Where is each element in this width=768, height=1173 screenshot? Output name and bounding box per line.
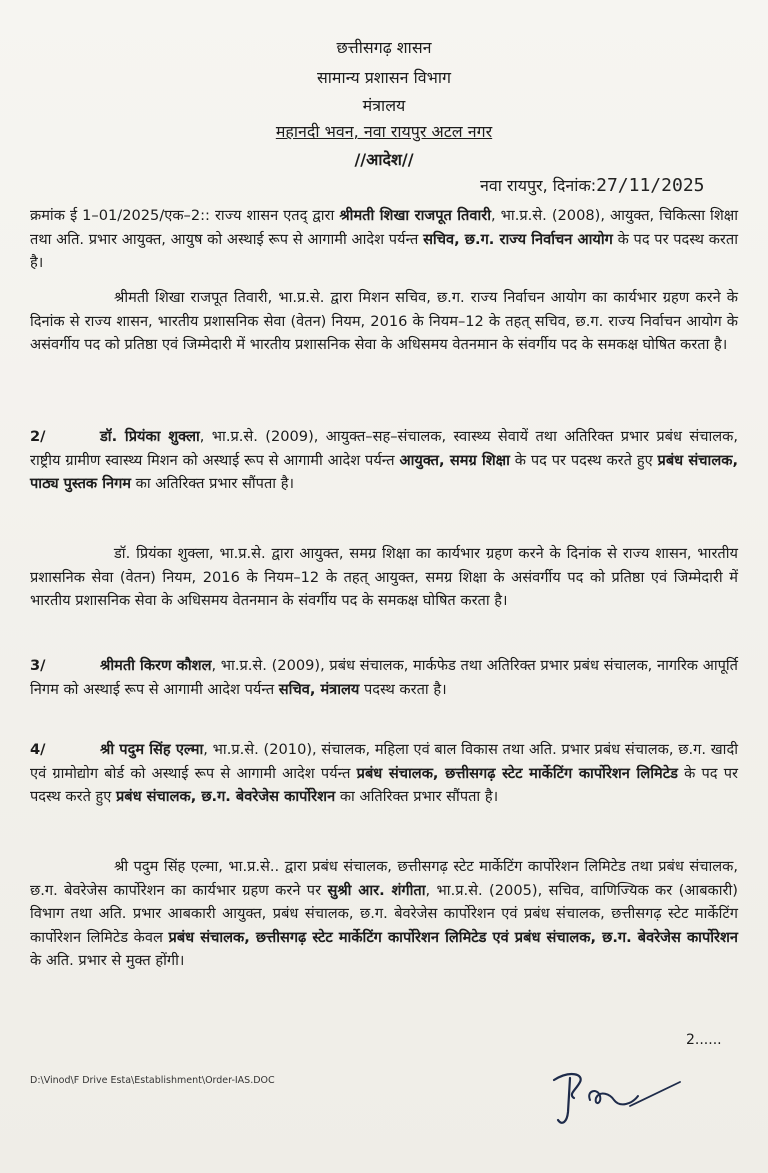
p5-number: 3/ (30, 657, 46, 674)
govt-name: छत्तीसगढ़ शासन (336, 38, 432, 57)
p3-post: आयुक्त, समग्र शिक्षा (399, 451, 510, 469)
p7-post: प्रबंध संचालक, छत्तीसगढ़ स्टेट मार्केटिंग कार्पोरेशन लिमिटेड एवं प्रबंध संचालक, छ.ग. बेवरेजेस कार्पोरेशन (168, 928, 739, 946)
p6-post: प्रबंध संचालक, छत्तीसगढ़ स्टेट मार्केटिंग कार्पोरेशन लिमिटेड (356, 764, 678, 782)
file-path: D:\Vinod\F Drive Esta\Establishment\Order-IAS.DOC (30, 1075, 275, 1086)
p1-tail: के पद पर पदस्थ करता है। (30, 230, 739, 271)
p3-number: 2/ (30, 428, 46, 445)
p7-officer-name: सुश्री आर. शंगीता (327, 881, 426, 899)
p3-tail: का अतिरिक्त प्रभार सौंपता है। (131, 475, 294, 492)
dateline (480, 174, 705, 196)
p5-post: सचिव, मंत्रालय (278, 680, 360, 698)
page-number: 2...... (686, 1032, 722, 1048)
p1-post: सचिव, छ.ग. राज्य निर्वाचन आयोग (423, 230, 613, 248)
address-line: महानदी भवन, नवा रायपुर अटल नगर (275, 122, 493, 141)
paragraph-1 (30, 204, 738, 275)
p7-lead: श्री पदुम सिंह एल्मा, भा.प्र.से.. द्वारा प्रबंध संचालक, छत्तीसगढ़ स्टेट मार्केटिंग कार्पोरेशन लिमिटेड तथा प्रबंध संचालक, छ.ग. बेवरेजेस कार्पोरेशन का कार्यभार ग्रहण करने पर (30, 858, 738, 899)
p6-post2: प्रबंध संचालक, छ.ग. बेवरेजेस कार्पोरेशन (115, 788, 336, 805)
ministry-label: मंत्रालय (362, 96, 406, 115)
paragraph-4: डॉ. प्रियंका शुक्ला, भा.प्र.से. द्वारा आयुक्त, समग्र शिक्षा का कार्यभार ग्रहण करने के दिनांक से राज्य शासन, भारतीय प्रशासनिक सेवा (वेतन) नियम, 2016 के नियम–12 के तहत् आयुक्त, समग्र शिक्षा के असंवर्गीय पद को प्रतिष्ठा एवं जिम्मेदारी में भारतीय प्रशासनिक सेवा के अधिसमय वेतनमान के संवर्गीय पद के समकक्ष घोषित करता है। (30, 545, 738, 609)
paragraph-3 (30, 425, 738, 496)
paragraph-6 (30, 738, 738, 809)
paragraph-2: श्रीमती शिखा राजपूत तिवारी, भा.प्र.से. द्वारा मिशन सचिव, छ.ग. राज्य निर्वाचन आयोग का कार्यभार ग्रहण करने के दिनांक से राज्य शासन, भारतीय प्रशासनिक सेवा (वेतन) नियम, 2016 के नियम–12 के तहत् सचिव, छ.ग. राज्य निर्वाचन आयोग के असंवर्गीय पद को प्रतिष्ठा एवं जिम्मेदारी में भारतीय प्रशासनिक सेवा के अधिसमय वेतनमान के संवर्गीय पद के समकक्ष घोषित करता है। (30, 289, 738, 353)
p7-tail: के अति. प्रभार से मुक्त होंगी। (30, 952, 185, 969)
p5-mid: , भा.प्र.से. (2009), प्रबंध संचालक, मार्कफेड तथा अतिरिक्त प्रभार प्रबंध संचालक, नागरिक आपूर्ति निगम को अस्थाई रूप से आगामी आदेश पर्यन्त (30, 657, 738, 698)
p3-mid: , भा.प्र.से. (2009), आयुक्त–सह–संचालक, स्वास्थ्य सेवायें तथा अतिरिक्त प्रभार प्रबंध संचालक, राष्ट्रीय ग्रामीण स्वास्थ्य मिशन को अस्थाई रूप से आगामी आदेश पर्यन्त (30, 428, 738, 469)
order-date: 27/11/2025 (596, 175, 705, 196)
p5-tail: पदस्थ करता है। (359, 680, 447, 698)
p6-tail: का अतिरिक्त प्रभार सौंपता है। (335, 788, 499, 805)
p5-officer-name: श्रीमती किरण कौशल (100, 657, 212, 674)
p3-post2: प्रबंध संचालक, पाठ्य पुस्तक निगम (30, 451, 738, 492)
p1-officer-name: श्रीमती शिखा राजपूत तिवारी (339, 207, 492, 224)
p3-mid2: के पद पर पदस्थ करते हुए (509, 451, 658, 469)
p1-mid: , भा.प्र.से. (2008), आयुक्त, चिकित्सा शिक्षा तथा अति. प्रभार आयुक्त, आयुष को अस्थाई रूप से आगामी आदेश पर्यन्त (30, 207, 739, 248)
p6-mid: , भा.प्र.से. (2010), संचालक, महिला एवं बाल विकास तथा अति. प्रभार प्रबंध संचालक, छ.ग. खादी एवं ग्रामोद्योग बोर्ड को अस्थाई रूप से आगामी आदेश पर्यन्त (30, 741, 738, 782)
p3-officer-name: डॉ. प्रियंका शुक्ला (100, 428, 200, 445)
paragraph-5 (30, 654, 738, 701)
p6-number: 4/ (30, 741, 46, 758)
p6-mid2: के पद पर पदस्थ करते हुए (30, 764, 738, 805)
department-name: सामान्य प्रशासन विभाग (316, 68, 452, 87)
paragraph-7 (30, 855, 738, 973)
date-prefix: नवा रायपुर, दिनांक: (480, 176, 597, 195)
order-title: //आदेश// (354, 150, 414, 169)
p1-lead: क्रमांक ई 1–01/2025/एक–2:: राज्य शासन एतद् द्वारा (30, 207, 340, 224)
p6-officer-name: श्री पदुम सिंह एल्मा (100, 741, 204, 758)
p7-mid: , भा.प्र.से. (2005), सचिव, वाणिज्यिक कर (आबकारी) विभाग तथा अति. प्रभार आबकारी आयुक्त, प्रबंध संचालक, छ.ग. बेवरेजेस कार्पोरेशन एवं प्रबंध संचालक, छत्तीसगढ़ स्टेट मार्केटिंग कार्पोरेशन लिमिटेड केवल (30, 881, 738, 946)
signature-icon (540, 1060, 690, 1130)
